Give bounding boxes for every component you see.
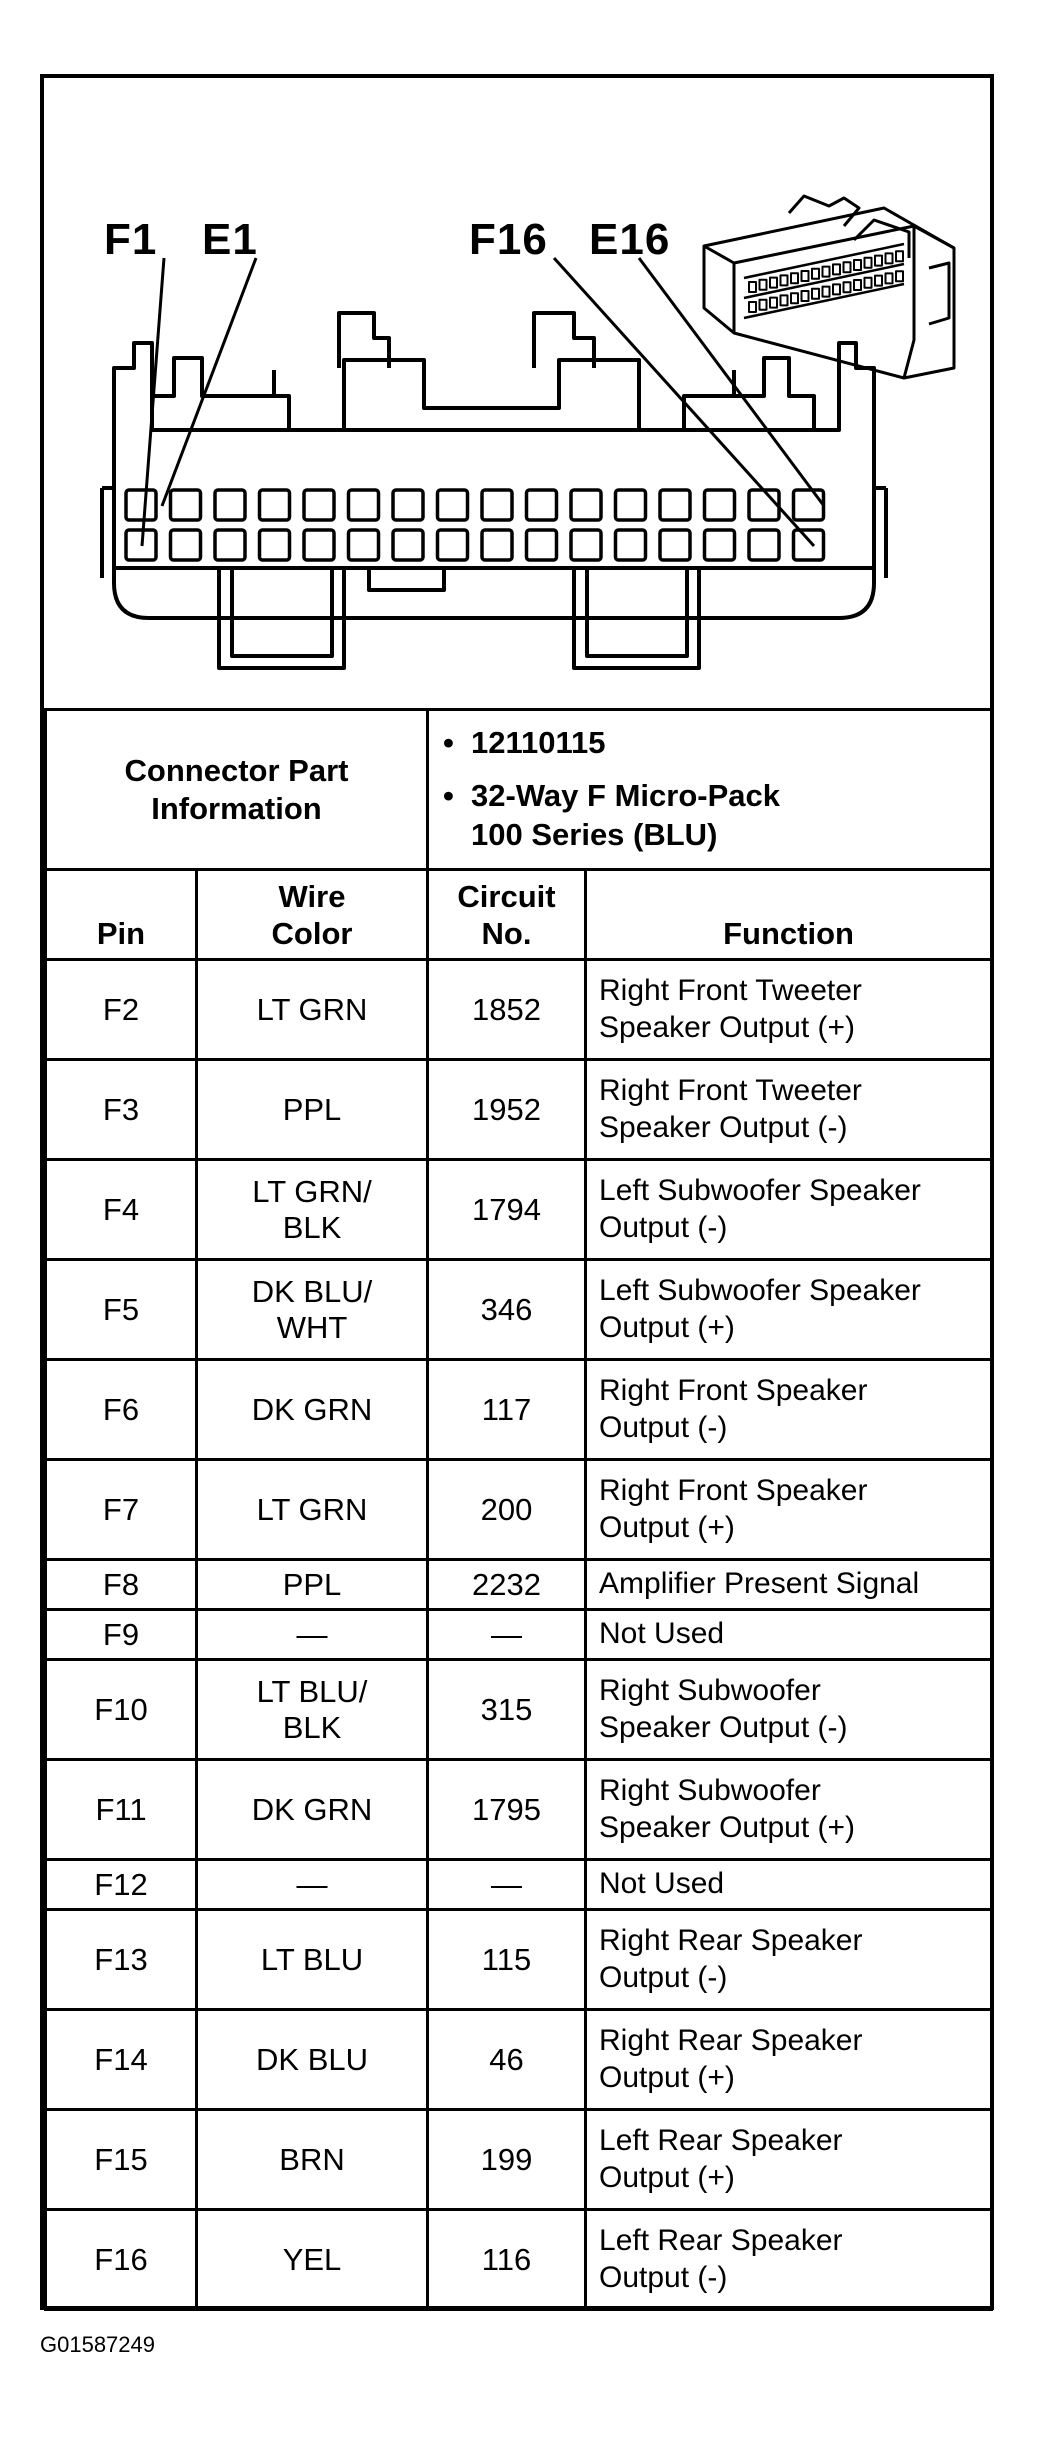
table-row (46, 2210, 992, 2310)
table-row (46, 1360, 992, 1460)
circuit-cell: — (428, 1610, 586, 1660)
pin-cavity (705, 530, 735, 560)
iso-pin-cavity (865, 258, 872, 268)
connector-housing-top (152, 358, 289, 430)
function-cell: Right Rear Speaker Output (+) (586, 2010, 992, 2110)
function-cell: Left Subwoofer Speaker Output (+) (586, 1260, 992, 1360)
connector-info-details (428, 710, 992, 870)
circuit-cell: 346 (428, 1260, 586, 1360)
pin-cell: F10 (46, 1660, 197, 1760)
connector-info-label: Connector Part Information (46, 710, 428, 870)
table-row (46, 2110, 992, 2210)
pin-cavity (616, 490, 646, 520)
circuit-cell: 199 (428, 2110, 586, 2210)
circuit-cell: 315 (428, 1660, 586, 1760)
iso-pin-cavity (781, 295, 788, 305)
circuit-cell: 46 (428, 2010, 586, 2110)
pin-cavity (260, 490, 290, 520)
pin-cavity (304, 530, 334, 560)
iso-pin-cavity (791, 273, 798, 283)
connector-info-row (46, 710, 992, 870)
pin-cavity (527, 490, 557, 520)
header-pin: Pin (46, 870, 197, 960)
pin-cavity (438, 490, 468, 520)
iso-pin-cavity (749, 302, 756, 312)
function-cell: Left Rear Speaker Output (+) (586, 2110, 992, 2210)
pin-cavity (349, 530, 379, 560)
iso-pin-cavity (865, 278, 872, 288)
iso-pin-cavity (875, 276, 882, 286)
pin-cavity (215, 490, 245, 520)
iso-pin-cavity (781, 275, 788, 285)
pin-cell: F16 (46, 2210, 197, 2310)
connector-drawing (44, 78, 990, 708)
connector-description: • 32-Way F Micro-Pack 100 Series (BLU) (443, 778, 780, 852)
iso-pin-cavity (770, 298, 777, 308)
wire-color-cell: LT BLU/ BLK (197, 1660, 428, 1760)
pin-cell: F11 (46, 1760, 197, 1860)
pin-cavity (171, 490, 201, 520)
pin-cell: F6 (46, 1360, 197, 1460)
pin-cavity (660, 490, 690, 520)
pin-cavity (482, 490, 512, 520)
iso-pin-cavity (833, 284, 840, 294)
wire-color-cell: — (197, 1610, 428, 1660)
wire-color-cell: DK GRN (197, 1760, 428, 1860)
pin-cell: F12 (46, 1860, 197, 1910)
function-cell: Right Subwoofer Speaker Output (-) (586, 1660, 992, 1760)
wire-color-cell: LT GRN (197, 960, 428, 1060)
figure-id: G01587249 (40, 2332, 155, 2357)
function-cell: Right Rear Speaker Output (-) (586, 1910, 992, 2010)
iso-pin-cavity (886, 273, 893, 283)
wire-color-cell: — (197, 1860, 428, 1910)
pin-cavity (304, 490, 334, 520)
function-cell: Amplifier Present Signal (586, 1560, 992, 1610)
pin-label-f1: F1 (104, 215, 158, 264)
table-row (46, 1860, 992, 1910)
circuit-cell: 1795 (428, 1760, 586, 1860)
pin-cavity (705, 490, 735, 520)
function-cell: Left Rear Speaker Output (-) (586, 2210, 992, 2310)
pin-cavity (794, 530, 824, 560)
iso-pin-cavity (844, 262, 851, 272)
circuit-cell: 1852 (428, 960, 586, 1060)
wire-color-cell: DK BLU (197, 2010, 428, 2110)
circuit-cell: — (428, 1860, 586, 1910)
pin-label-f16: F16 (469, 215, 548, 264)
pin-cell: F9 (46, 1610, 197, 1660)
circuit-cell: 2232 (428, 1560, 586, 1610)
iso-pin-cavity (896, 271, 903, 281)
table-row (46, 1660, 992, 1760)
iso-pin-cavity (770, 278, 777, 288)
pin-cell: F7 (46, 1460, 197, 1560)
wire-color-cell: LT GRN (197, 1460, 428, 1560)
table-row (46, 1610, 992, 1660)
table-row (46, 1760, 992, 1860)
iso-pin-cavity (812, 289, 819, 299)
function-cell: Right Front Speaker Output (+) (586, 1460, 992, 1560)
wire-color-cell: PPL (197, 1060, 428, 1160)
iso-pin-cavity (760, 280, 767, 290)
iso-pin-cavity (823, 267, 830, 277)
pin-cell: F4 (46, 1160, 197, 1260)
circuit-cell: 115 (428, 1910, 586, 2010)
table-row (46, 1460, 992, 1560)
header-wire-color: Wire Color (197, 870, 428, 960)
pin-cavity (260, 530, 290, 560)
connector-diagram (44, 78, 990, 708)
pin-cell: F2 (46, 960, 197, 1060)
pin-cell: F15 (46, 2110, 197, 2210)
iso-pin-cavity (760, 300, 767, 310)
pin-cavity (393, 490, 423, 520)
pin-cavity (438, 530, 468, 560)
pin-cell: F14 (46, 2010, 197, 2110)
wire-color-cell: DK GRN (197, 1360, 428, 1460)
pin-cavity (749, 490, 779, 520)
pin-cavity (571, 530, 601, 560)
table-row (46, 1560, 992, 1610)
pin-cavity (527, 530, 557, 560)
iso-pin-cavity (854, 260, 861, 270)
pin-cavities (126, 490, 824, 560)
connector-chart-frame (40, 74, 994, 2310)
iso-pin-cavity (749, 282, 756, 292)
connector-body (114, 343, 874, 618)
part-number: • 12110115 (443, 725, 606, 761)
iso-pin-cavity (802, 271, 809, 281)
iso-pin-cavity (875, 256, 882, 266)
pin-cavity (660, 530, 690, 560)
pin-label-e1: E1 (202, 215, 258, 264)
iso-pin-cavity (823, 287, 830, 297)
wire-color-cell: BRN (197, 2110, 428, 2210)
circuit-cell: 200 (428, 1460, 586, 1560)
pin-cavity (349, 490, 379, 520)
iso-pin-cavity (896, 251, 903, 261)
function-cell: Right Subwoofer Speaker Output (+) (586, 1760, 992, 1860)
iso-pin-cavity (833, 264, 840, 274)
iso-pin-cavity (886, 253, 893, 263)
pin-cavity (126, 490, 156, 520)
table-row (46, 2010, 992, 2110)
wire-color-cell: YEL (197, 2210, 428, 2310)
function-cell: Right Front Speaker Output (-) (586, 1360, 992, 1460)
iso-pin-cavity (791, 293, 798, 303)
pin-cavity (794, 490, 824, 520)
pin-cavity (482, 530, 512, 560)
function-cell: Right Front Tweeter Speaker Output (+) (586, 960, 992, 1060)
circuit-cell: 117 (428, 1360, 586, 1460)
circuit-cell: 116 (428, 2210, 586, 2310)
pin-cavity (571, 490, 601, 520)
connector-perspective-view (704, 196, 954, 378)
wire-color-cell: PPL (197, 1560, 428, 1610)
wire-color-cell: DK BLU/ WHT (197, 1260, 428, 1360)
circuit-cell: 1952 (428, 1060, 586, 1160)
header-function: Function (586, 870, 992, 960)
table-row (46, 1160, 992, 1260)
function-cell: Right Front Tweeter Speaker Output (-) (586, 1060, 992, 1160)
pin-cell: F13 (46, 1910, 197, 2010)
function-cell: Not Used (586, 1860, 992, 1910)
function-cell: Left Subwoofer Speaker Output (-) (586, 1160, 992, 1260)
wire-color-cell: LT BLU (197, 1910, 428, 2010)
pin-cavity (749, 530, 779, 560)
table-row (46, 1910, 992, 2010)
pin-cell: F3 (46, 1060, 197, 1160)
pin-cavity (215, 530, 245, 560)
table-row (46, 960, 992, 1060)
pin-cavity (393, 530, 423, 560)
pin-cell: F5 (46, 1260, 197, 1360)
table-header-row (46, 870, 992, 960)
table-row (46, 1260, 992, 1360)
wire-color-cell: LT GRN/ BLK (197, 1160, 428, 1260)
table-row (46, 1060, 992, 1160)
iso-pin-cavity (854, 280, 861, 290)
function-cell: Not Used (586, 1610, 992, 1660)
circuit-cell: 1794 (428, 1160, 586, 1260)
pin-label-e16: E16 (589, 215, 671, 264)
header-circuit-no: Circuit No. (428, 870, 586, 960)
pin-cavity (171, 530, 201, 560)
iso-pin-cavity (802, 291, 809, 301)
iso-pin-cavity (812, 269, 819, 279)
pin-cell: F8 (46, 1560, 197, 1610)
iso-pin-cavity (844, 282, 851, 292)
pinout-table (44, 708, 993, 2311)
pin-cavity (616, 530, 646, 560)
